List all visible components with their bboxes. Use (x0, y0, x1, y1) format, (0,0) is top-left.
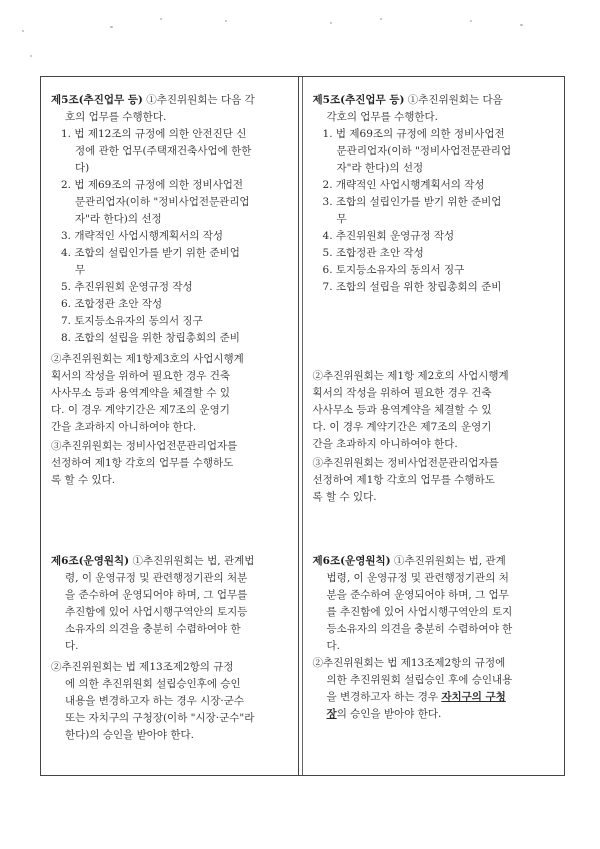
right-art5-heading: 제5조(추진업무 등) (312, 94, 405, 106)
left-art5-para3 (51, 438, 290, 489)
list-item (313, 177, 556, 194)
list-item-line: 문관리업자(이하 "정비사업전문관리업 (336, 145, 512, 157)
text-line: 다. 이 경우 계약기간은 제7조의 운영기 (51, 404, 230, 416)
text-line: 선정하여 제1항 각호의 업무를 수행하도 (312, 474, 495, 486)
left-article-6 (41, 543, 298, 744)
list-item-line: 5. 조합정관 초안 작성 (322, 247, 424, 259)
list-item (313, 245, 556, 262)
right-art5-intro-b: 각호의 업무를 수행한다. (326, 111, 438, 123)
list-item (313, 262, 556, 279)
list-item-line: 다) (75, 162, 90, 174)
text-line: ②추진위원회는 제1항제3호의 사업시행계 (51, 353, 244, 365)
left-art5-items (51, 126, 290, 347)
list-item (313, 228, 556, 245)
list-item-line: 6. 조합정관 초안 작성 (61, 298, 163, 310)
left-art6-para2 (51, 659, 290, 744)
list-item-line: 7. 토지등소유자의 동의서 징구 (61, 315, 203, 327)
left-art5-heading: 제5조(추진업무 등) (51, 94, 143, 106)
list-item (51, 330, 290, 347)
text-line: ②추진위원회는 제1항 제2호의 사업시행계 (312, 370, 509, 382)
right-art6-heading: 제6조(운영원칙) (312, 555, 391, 567)
left-article-5 (41, 77, 298, 543)
right-art6-para2-line2: 의한 추진위원회 설립승인 후에 승인내용 (326, 674, 513, 686)
text-line: 다. (326, 640, 341, 652)
left-art6-line: ①추진위원회는 법, 관계법 (132, 555, 255, 567)
text-line: 획서의 작성을 위하여 필요한 경우 건축 (51, 370, 230, 382)
text-line: 선정하여 제1항 각호의 업무를 수행하도 (51, 457, 234, 469)
text-line: 간을 초과하지 아니하여야 한다. (312, 438, 458, 450)
text-line: 또는 자치구의 구청장(이하 "시장·군수"라 (65, 712, 255, 724)
list-item (51, 177, 290, 228)
list-item-line: 1. 법 제12조의 규정에 의한 안전진단 신 (61, 128, 247, 140)
left-art6-para1 (51, 570, 290, 655)
text-line: 등소유자의 의견을 충분히 수렴하여야 한 (326, 623, 513, 635)
right-art6-emphasis-2: 장 (326, 708, 337, 720)
list-item (313, 126, 556, 177)
list-item-line: 3. 조합의 설립인가를 받기 위한 준비업 (322, 196, 502, 208)
text-line: 령, 이 운영규정 및 관련행정기관의 처분 (65, 572, 248, 584)
list-item-line: 자"라 한다)의 선정 (336, 162, 424, 174)
text-line: 추진함에 있어 사업시행구역안의 토지등 (65, 606, 248, 618)
text-line: 다. (65, 640, 79, 652)
left-column (41, 77, 299, 775)
text-line: ③추진위원회는 정비사업전문관리업자를 (312, 457, 499, 469)
list-item (51, 313, 290, 330)
list-item (51, 245, 290, 279)
comparison-table (40, 76, 565, 776)
text-line: 사사무소 등과 용역계약을 체결할 수 있 (312, 404, 492, 416)
right-art5-items (313, 126, 556, 296)
left-art5-intro-b: 호의 업무를 수행한다. (65, 111, 167, 123)
right-art5-para2 (313, 368, 556, 453)
list-item (313, 279, 556, 296)
text-line: 록 할 수 있다. (51, 474, 116, 486)
left-art6-heading: 제6조(운영원칙) (51, 555, 130, 567)
right-art5-intro-a: ①추진위원회는 다음 (407, 94, 503, 106)
list-item (51, 296, 290, 313)
list-item-line: 무 (336, 213, 347, 225)
text-line: 록 할 수 있다. (312, 491, 377, 503)
text-line: ③추진위원회는 정비사업전문관리업자를 (51, 440, 238, 452)
text-line: 획서의 작성을 위하여 필요한 경우 건축 (312, 387, 492, 399)
right-art6-para2-line1: ②추진위원회는 법 제13조제2항의 규정에 (312, 657, 506, 669)
text-line: 분을 준수하여 운영되어야 하며, 그 업무 (326, 589, 509, 601)
list-item-line: 8. 조합의 설립을 위한 창립총회의 준비 (61, 332, 240, 344)
right-art6-emphasis-1: 자치구의 구청 (441, 691, 506, 703)
list-item-line: 1. 법 제69조의 규정에 의한 정비사업전 (322, 128, 505, 140)
text-line: 에 의한 추진위원회 설립승인후에 승인 (65, 678, 241, 690)
right-art6-para2-end: 의 승인을 받아야 한다. (336, 708, 442, 720)
text-line: 을 준수하여 운영되어야 하며, 그 업무를 (65, 589, 248, 601)
list-item-line: 7. 조합의 설립을 위한 창립총회의 준비 (322, 281, 502, 293)
right-art6-para2-line3 (313, 689, 556, 706)
list-item-line: 4. 조합의 설립인가를 받기 위한 준비업 (61, 247, 240, 259)
text-line: 소유자의 의견을 충분히 수렴하여야 한 (65, 623, 241, 635)
right-column (302, 77, 564, 775)
list-item (313, 194, 556, 228)
list-item-line: 무 (75, 264, 86, 276)
list-item (51, 228, 290, 245)
list-item-line: 4. 추진위원회 운영규정 작성 (322, 230, 455, 242)
text-line: 간을 초과하지 아니하여야 한다. (51, 421, 197, 433)
right-article-6 (303, 543, 564, 723)
list-item-line: 5. 추진위원회 운영규정 작성 (61, 281, 193, 293)
text-line: 법령, 이 운영규정 및 관련행정기관의 처 (326, 572, 509, 584)
list-item (51, 279, 290, 296)
left-art5-intro-a: ①추진위원회는 다음 각 (146, 94, 255, 106)
left-art5-para2 (51, 351, 290, 436)
list-item-line: 자"라 한다)의 선정 (75, 213, 162, 225)
list-item-line: 2. 개략적인 사업시행계획서의 작성 (322, 179, 485, 191)
text-line: 한다)의 승인을 받아야 한다. (65, 729, 195, 741)
list-item-line: 6. 토지등소유자의 동의서 징구 (322, 264, 465, 276)
right-art6-para1 (313, 570, 556, 655)
list-item (51, 126, 290, 177)
right-art6-para2-text: 을 변경하고자 하는 경우 (326, 691, 442, 703)
text-line: 다. 이 경우 계약기간은 제7조의 운영기 (312, 421, 492, 433)
right-art5-para3 (313, 455, 556, 506)
list-item-line: 2. 법 제69조의 규정에 의한 정비사업전 (61, 179, 244, 191)
list-item-line: 정에 관한 업무(주택재건축사업에 한한 (75, 145, 252, 157)
right-art6-line: ①추진위원회는 법, 관계 (393, 555, 506, 567)
right-article-5 (303, 77, 564, 543)
text-line: 를 추진함에 있어 사업시행구역안의 토지 (326, 606, 513, 618)
list-item-line: 문관리업자(이하 "정비사업전문관리업 (75, 196, 250, 208)
right-art6-para2-line4 (313, 706, 556, 723)
text-line: ②추진위원회는 법 제13조제2항의 규정 (51, 661, 234, 673)
list-item-line: 3. 개략적인 사업시행계획서의 작성 (61, 230, 224, 242)
text-line: 내용을 변경하고자 하는 경우 시장·군수 (65, 695, 244, 707)
text-line: 사사무소 등과 용역계약을 체결할 수 있 (51, 387, 230, 399)
